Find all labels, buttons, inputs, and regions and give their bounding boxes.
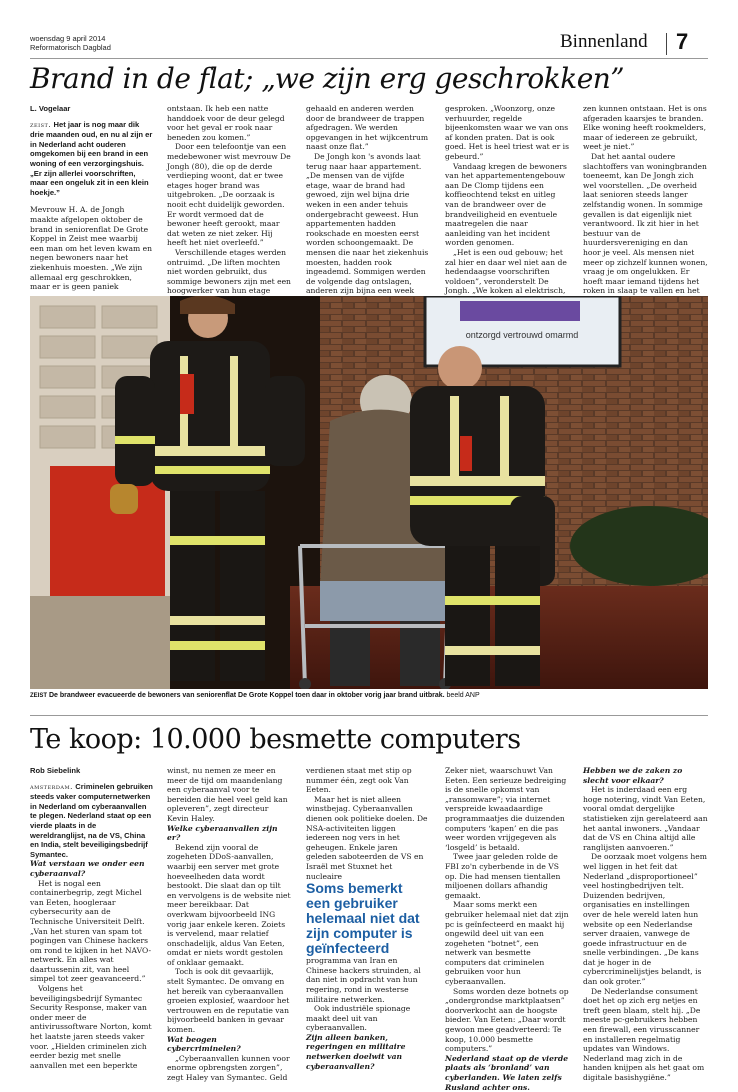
article2-lead: Criminelen gebruiken steeds vaker computernetwerken in Nederland om cyberaanvallen te plegen. Nederland staat op een vierde plaats in de wereldranglijst, na de VS, China en India, stelt beveiligingsbedrijf Symantec. xyxy=(30,781,153,859)
paragraph: Door een telefoontje van een medebewoner wist mevrouw De Jongh (80), die op de derde verdieping woont, dat er twee etages hoger brand was uitgebroken. „De oorzaak is nooit echt duidelijk geworden. Er wordt vermoed dat de bewoner heeft gerookt, maar dat weten ze niet zeker. Hij heeft het niet overleefd.” xyxy=(167,142,291,248)
paragraph: Zeker niet, waarschuwt Van Eeten. Een serieuze bedreiging is de snelle opkomst van „ransomware”; via internet verspreide kwaadaardige programmaatjes die duizenden computers ‘kapen’ en die pas weer worden vrijgegeven als ‘losgeld’ is betaald. xyxy=(445,766,567,852)
article2-byline: Rob Siebelink xyxy=(30,766,81,775)
paragraph: De Nederlandse consument doet het op zich erg netjes en treft geen blaam, stelt hij. „De meeste pc-gebruikers hebben een firewall, een virusscanner en installeren regelmatig updates van Windows. Nederland mag zich in de handen knijpen als het gaat om digitale basishygiëne.” xyxy=(583,986,705,1082)
paragraph: winst, nu nemen ze meer en meer de tijd om maandenlang een cyberaanval voor te bereiden die heel veel geld kan opleveren”, zegt directeur Kevin Haley. xyxy=(167,766,288,823)
paragraph: Het is inderdaad een erg hoge notering, vindt Van Eeten, vooral omdat dergelijke statistieken zijn gerelateerd aan het aantal inwoners. „Vandaar dat de VS en China altijd alle ranglijsten aanvoeren.” xyxy=(583,785,708,852)
top-rule xyxy=(30,58,708,59)
section-title: Binnenland xyxy=(560,31,648,52)
masthead-info xyxy=(30,34,111,52)
paragraph: De oorzaak moet volgens hem wel liggen in het feit dat Nederland „disproportioneel” veel hostingbedrijven telt. Duizenden bedrijven, organisaties en instellingen over de hele wereld laten hun website op een Nederlandse server draaien, vanwege de goede infrastructuur en de snelle verbindingen. „De kans dat je hoger in de cybercriminelijstjes belandt, is dan ook groter.” xyxy=(583,852,708,987)
page-number: 7 xyxy=(676,29,689,54)
paragraph: Mevrouw H. A. de Jongh maakte afgelopen oktober de brand in seniorenflat De Grote Koppel in Zeist mee waarbij een man om het leven kwam en negen bewoners naar het ziekenhuis moesten. „We zijn allemaal erg geschrokken, maar er is geen paniek xyxy=(30,205,153,292)
article2-col-2 xyxy=(167,766,291,1083)
paragraph: Bekend zijn vooral de zogeheten DDoS-aanvallen, waarbij een server met grote hoeveelheden data wordt bestookt. Die slaat dan op tilt en vervolgens is de website niet meer bereikbaar. Dat overkwam bijvoorbeeld ING vorig jaar enkele keren. Zoiets is vervelend, maar relatief onschadelijk, aldus Van Eeten, omdat er niets wordt gestolen of onklaar gemaakt. xyxy=(167,842,291,967)
paragraph: zen kunnen ontstaan. Het is ons afgeraden kaarsjes te branden. Elke woning heeft rookmelders, maar of iedereen ze gebruikt, weet je niet.” xyxy=(583,104,707,152)
photo-sign-text: ontzorgd vertrouwd omarmd xyxy=(465,330,579,340)
paragraph: Soms worden deze botnets op „ondergrondse marktplaatsen” doorverkocht aan de hoogste bieder. Van Eeten: „Daar wordt gewoon mee geadverteerd: Te koop, 10.000 besmette computers.” xyxy=(445,986,569,1054)
paragraph: Verschillende etages werden ontruimd. „De liften mochten niet worden gebruikt, dus sommige bewoners zijn met een hoogwerker van hun etage xyxy=(167,247,291,296)
masthead-divider xyxy=(666,33,667,55)
question-heading: Wat beogen cybercriminelen? xyxy=(167,1034,241,1054)
paragraph: Vandaag kregen de bewoners van het appartementengebouw aan De Clomp tijdens een koffieochtend tekst en uitleg van de brandweer over de brandveiligheid en eventuele maatregelen die naar aanleiding van het incident worden genomen. xyxy=(445,161,567,248)
article1-col-5 xyxy=(583,104,708,305)
paragraph: De Jongh kon 's avonds laat terug naar haar appartement. „De mensen van de vijfde etage, waar de brand had gewoed, zijn wel bijna drie weken in een ander tehuis ondergebracht geweest. Hun appartementen hadden rookschade en moesten eerst worden schoongemaakt. De mensen die naar het ziekenhuis moesten, hadden rook ingeademd. Sommigen werden de volgende dag ontslagen, anderen zijn bijna een week xyxy=(306,151,429,296)
caption-place: ZEIST xyxy=(30,693,48,699)
article2-headline: Te koop: 10.000 besmette computers xyxy=(30,724,521,755)
photo-caption xyxy=(30,692,708,699)
paragraph: Volgens het beveiligingsbedrijf Symantec Security Response, maker van onder meer de antivirussoftware Norton, komt het laatste jaren steeds vaker voor. „Hielden criminelen zich eerder bezig met snelle aanvallen met een beperkte xyxy=(30,984,152,1070)
paragraph: Het is nogal een containerbegrip, zegt Michel van Eeten, hoogleraar cybersecurity aan de Technische Universiteit Delft. „Van het sturen van spam tot pogingen van Chinese hackers om rond te kijken in het NAVO-netwerk. En alles wat daartussenin zit, van heel simpel tot zeer geavanceerd.” xyxy=(30,878,152,984)
article2-col-1 xyxy=(30,766,154,1070)
article2-col-5 xyxy=(583,766,708,1083)
pull-quote: Soms bemerkt een gebruiker helemaal niet dat zijn computer is geïnfecteerd xyxy=(306,880,420,957)
paragraph: „Het is een oud gebouw; het zal hier en daar wel niet aan de hedendaagse voorschriften voldoen”, veronderstelt De Jongh. „We koken al elektrisch, xyxy=(445,247,567,296)
article1-col-3 xyxy=(306,104,430,315)
paragraph: ontstaan. Ik heb een natte handdoek voor de deur gelegd voor het geval er rook naar beneden zou komen.” xyxy=(167,104,285,142)
article2-col-3 xyxy=(306,766,430,1071)
paragraph: Ook industriële spionage maakt deel uit van cyberaanvallen. xyxy=(306,1004,411,1033)
evacuation-photo-illustration xyxy=(30,296,708,689)
question-heading: Nederland staat op de vierde plaats als ‘bronland’ van cyberlanden. We laten zelfs Rusland achter ons. xyxy=(445,1053,569,1092)
paragraph: Twee jaar geleden rolde de FBI zo'n cyberbende in de VS op. Die had mensen tientallen miljoenen dollars afhandig gemaakt. xyxy=(445,852,561,900)
caption-text: De brandweer evacueerde de bewoners van seniorenflat De Grote Koppel toen daar in oktober vorig jaar brand uitbrak. xyxy=(48,692,445,699)
article2-dateline: amsterdam. xyxy=(30,782,73,791)
question-heading: Wat verstaan we onder een cyberaanval? xyxy=(30,859,145,878)
paragraph: Maar het is niet alleen winstbejag. Cyberaanvallen dienen ook politieke doelen. De NSA-activiteiten liggen iedereen nog vers in het geheugen. Enkele jaren geleden saboteerden de VS en Israël met Stuxnet het nucleaire xyxy=(306,794,428,881)
paragraph: gesproken. „Woonzorg, onze verhuurder, regelde bijeenkomsten waar we van ons af konden praten. Dat is ook goed. Het is heel triest wat er is gebeurd.” xyxy=(445,104,569,161)
question-heading: Welke cyberaanvallen zijn er? xyxy=(167,823,278,843)
article2-col-4 xyxy=(445,766,569,1092)
paragraph: Maar soms merkt een gebruiker helemaal niet dat zijn pc is geïnfecteerd en maakt hij ongewild deel uit van een zogeheten “botnet”, een netwerk van besmette computers dat criminelen gebruiken voor hun cyberaanvallen. xyxy=(445,900,569,987)
news-photo xyxy=(30,296,708,689)
section-rule xyxy=(30,715,708,716)
article1-col-4 xyxy=(445,104,569,315)
article1-byline: L. Vogelaar xyxy=(30,104,71,113)
paragraph: gehaald en anderen werden door de brandweer de trappen afgedragen. We werden opgevangen in het wijkcentrum naast onze flat.” xyxy=(306,104,429,152)
article1-lead: Het jaar is nog maar dik drie maanden oud, en nu al zijn er in Nederland acht ouderen omgekomen bij een brand in een woning of een verzorgingshuis. „Er zijn allerlei voorschriften, maar een ongeluk zit in een klein hoekje.” xyxy=(30,119,153,197)
paragraph: Toch is ook dit gevaarlijk, stelt Symantec. De omvang en het bereik van cyberaanvallen groeien explosief, waardoor het vertrouwen en de reputatie van bijvoorbeeld banken in gevaar komen. xyxy=(167,967,290,1035)
paragraph: Dat het aantal oudere slachtoffers van woningbranden toeneemt, kan De Jongh zich wel voorstellen. „De overheid laat senioren steeds langer zelfstandig wonen. In sommige gevallen is dat eigenlijk niet verantwoord. Ik zit hier in het bestuur van de huurdersvereniging en dan hoor je veel. Als mensen niet meer op zichzelf kunnen wonen, vraag je om ongelukken. Er hoeft maar iemand tijdens het roken in slaap te vallen en het xyxy=(583,151,708,296)
question-heading: Zijn alleen banken, regeringen en militaire netwerken doelwit van cyberaanvallen? xyxy=(306,1032,406,1071)
photo-credit: beeld ANP xyxy=(446,692,480,699)
article1-headline: Brand in de flat; „we zijn erg geschrokken” xyxy=(30,62,625,95)
article1-col-2 xyxy=(167,104,291,296)
article1-dateline: zeist. xyxy=(30,120,52,129)
paragraph: verdienen staat met stip op nummer één, zegt ook Van Eeten. xyxy=(306,766,412,795)
paper-name: Reformatorisch Dagblad xyxy=(30,43,111,52)
paragraph: programma van Iran en Chinese hackers struinden, al dan niet in opdracht van hun regering, rond in westerse militaire netwerken. xyxy=(306,956,421,1004)
question-heading: Hebben we de zaken zo slecht voor elkaar? xyxy=(583,766,683,785)
article1-col-1 xyxy=(30,104,154,292)
paragraph: „Cyberaanvallen kunnen voor enorme opbrengsten zorgen”, zegt Haley van Symantec. Geld xyxy=(167,1053,290,1082)
issue-date: woensdag 9 april 2014 xyxy=(30,34,106,43)
